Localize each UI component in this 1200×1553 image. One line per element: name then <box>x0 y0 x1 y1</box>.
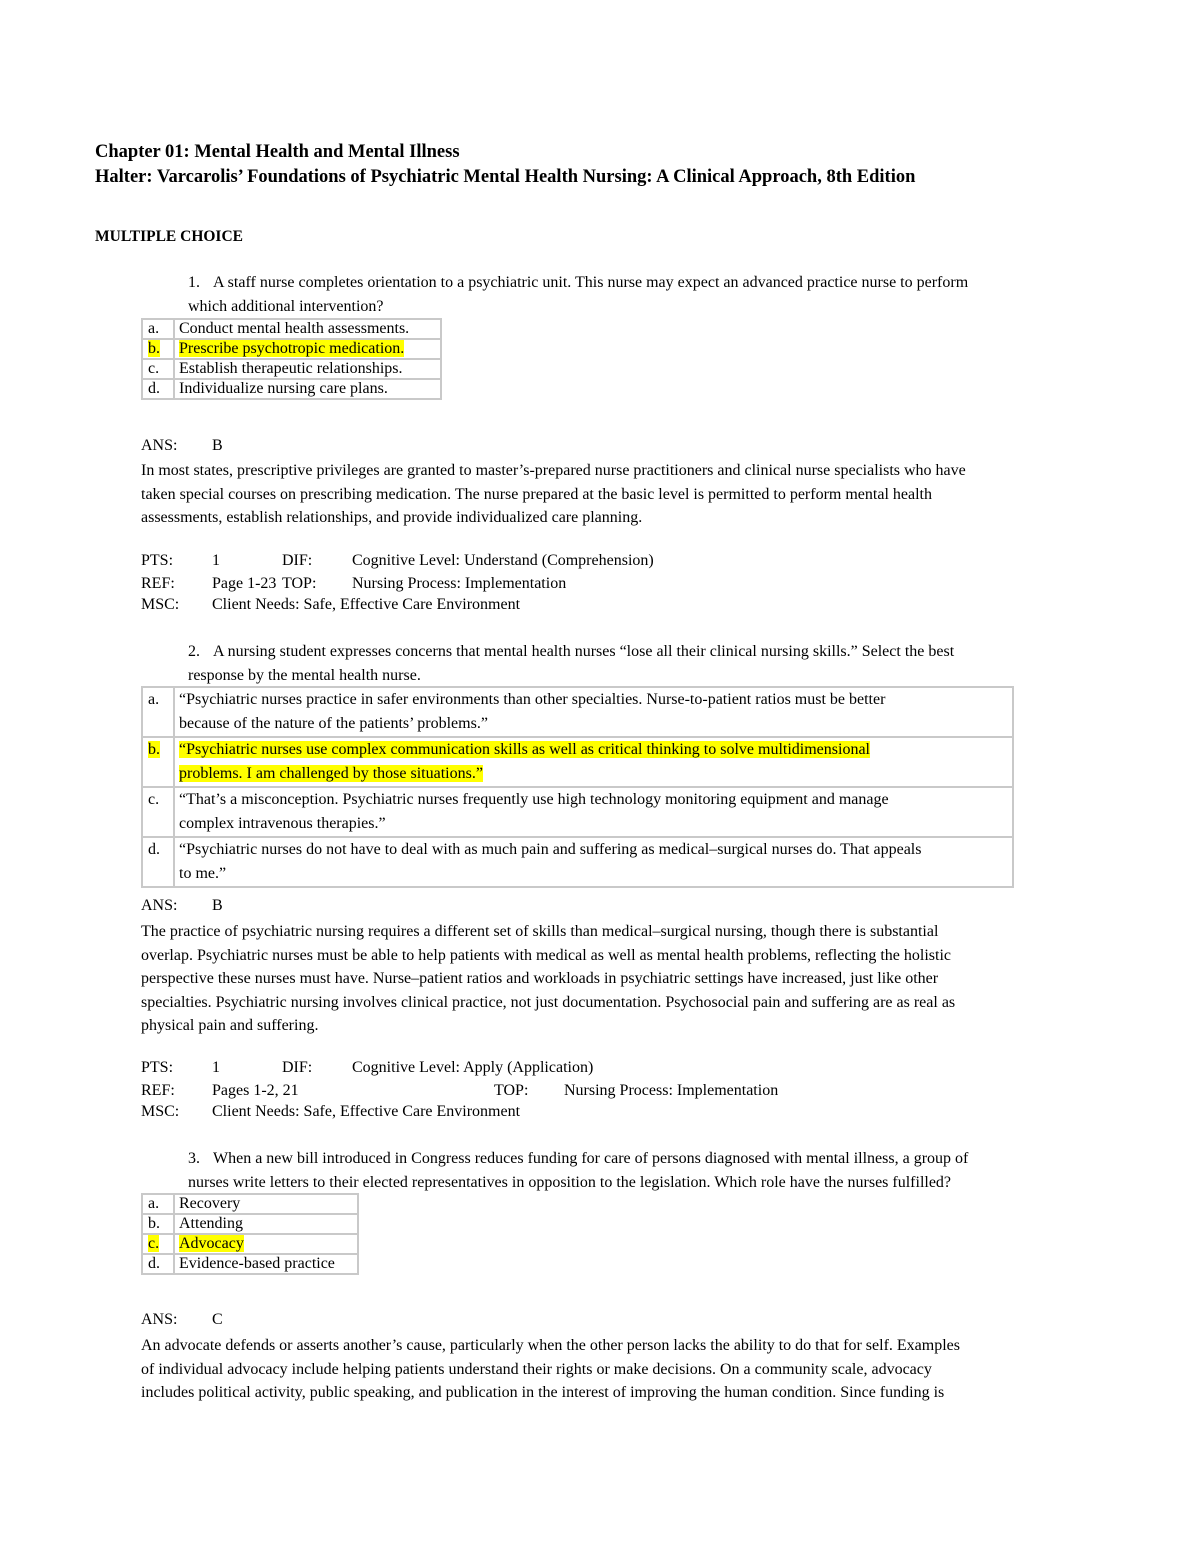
option-text <box>174 687 1013 737</box>
question-3-number: 3. <box>188 1150 200 1167</box>
question-2-ans-label: ANS: <box>141 897 178 914</box>
msc-label: MSC: <box>141 596 180 613</box>
option-text <box>174 319 441 339</box>
option-text-line: “Psychiatric nurses do not have to deal with as much pain and suffering as medical–surgical nurses do. That appeals <box>179 841 922 858</box>
option-letter: c. <box>142 359 174 379</box>
rationale-line: specialties. Psychiatric nursing involves clinical practice, not just documentation. Psychosocial pain and suffering are as real as <box>141 993 956 1011</box>
question-1-number: 1. <box>188 274 200 291</box>
option-row-correct[interactable] <box>142 1234 358 1254</box>
question-2-number: 2. <box>188 643 200 660</box>
question-1-options <box>141 318 442 400</box>
option-letter <box>142 737 174 787</box>
top-value: Nursing Process: Implementation <box>352 575 567 592</box>
section-heading: MULTIPLE CHOICE <box>95 228 243 245</box>
option-text <box>174 379 441 399</box>
rationale-line: physical pain and suffering. <box>141 1017 319 1034</box>
rationale-line: of individual advocacy include helping patients understand their rights or make decisions. On a community scale, advocacy <box>141 1360 932 1378</box>
ref-label: REF: <box>141 1082 175 1099</box>
pts-value: 1 <box>212 1059 220 1076</box>
pts-label: PTS: <box>141 1059 174 1076</box>
rationale-line: perspective these nurses must have. Nurse–patient ratios and workloads in psychiatric settings have increased, just like other <box>141 970 939 987</box>
question-2-ans-value: B <box>212 897 223 914</box>
option-text-line: “That’s a misconception. Psychiatric nurses frequently use high technology monitoring equipment and manage <box>179 791 889 808</box>
option-text-highlighted: “Psychiatric nurses use complex communication skills as well as critical thinking to solve multidimensional <box>179 741 870 758</box>
question-3-stem-line: nurses write letters to their elected representatives in opposition to the legislation. Which role have the nurses fulfilled? <box>188 1173 952 1191</box>
option-text <box>174 339 441 359</box>
msc-value: Client Needs: Safe, Effective Care Environment <box>212 1103 521 1120</box>
question-3-stem <box>188 1147 968 1194</box>
rationale-line: An advocate defends or asserts another’s cause, particularly when the other person lacks the ability to do that for self. Examples <box>141 1337 960 1354</box>
question-1-stem <box>188 271 968 318</box>
question-2-stem-line: A nursing student expresses concerns that mental health nurses “lose all their clinical nursing skills.” Select the best <box>213 643 955 660</box>
question-2-options <box>141 686 1014 888</box>
option-text-highlighted: problems. I am challenged by those situations.” <box>179 765 483 782</box>
option-text-highlighted: Prescribe psychotropic medication. <box>179 340 405 357</box>
option-text <box>174 1234 358 1254</box>
option-letter-highlighted: c. <box>148 1235 160 1252</box>
dif-value: Cognitive Level: Apply (Application) <box>352 1059 594 1076</box>
top-label: TOP: <box>494 1082 529 1099</box>
dif-value: Cognitive Level: Understand (Comprehension) <box>352 552 654 569</box>
question-2-stem-line: response by the mental health nurse. <box>188 666 421 684</box>
option-row[interactable] <box>142 687 1013 737</box>
option-row[interactable] <box>142 319 441 339</box>
rationale-line: taken special courses on prescribing medication. The nurse prepared at the basic level is permitted to perform mental health <box>141 485 932 503</box>
dif-label: DIF: <box>282 1059 313 1076</box>
option-letter: a. <box>142 1194 174 1214</box>
option-text <box>174 1254 358 1274</box>
ref-label: REF: <box>141 575 175 592</box>
ref-value: Page 1-23 <box>212 575 277 592</box>
msc-label: MSC: <box>141 1103 180 1120</box>
rationale-line: The practice of psychiatric nursing requires a different set of skills than medical–surgical nursing, though there is substantial <box>141 923 939 940</box>
option-row[interactable] <box>142 787 1013 837</box>
question-3-stem-line: When a new bill introduced in Congress reduces funding for care of persons diagnosed with mental illness, a group of <box>213 1150 969 1167</box>
option-text-line: to me.” <box>179 865 227 882</box>
option-text <box>174 837 1013 887</box>
option-letter: c. <box>142 787 174 837</box>
option-row-correct[interactable] <box>142 737 1013 787</box>
option-text-line: “Psychiatric nurses practice in safer environments than other specialties. Nurse-to-patient ratios must be better <box>179 691 886 708</box>
option-text <box>174 787 1013 837</box>
option-letter: a. <box>142 687 174 737</box>
question-1-ans-label: ANS: <box>141 437 178 454</box>
msc-value: Client Needs: Safe, Effective Care Environment <box>212 596 521 613</box>
rationale-line: overlap. Psychiatric nurses must be able to help patients with medical as well as mental health problems, reflecting the holistic <box>141 946 951 964</box>
option-text <box>174 359 441 379</box>
option-letter <box>142 1234 174 1254</box>
option-text-line: Individualize nursing care plans. <box>179 380 388 397</box>
option-text <box>174 1194 358 1214</box>
question-1-stem-line: which additional intervention? <box>188 297 384 315</box>
option-letter: b. <box>142 1214 174 1234</box>
question-1-ans-value: B <box>212 437 223 454</box>
question-3-rationale <box>141 1334 960 1405</box>
option-letter <box>142 339 174 359</box>
question-3-ans-label: ANS: <box>141 1311 178 1328</box>
option-letter: d. <box>142 379 174 399</box>
option-row[interactable] <box>142 1194 358 1214</box>
question-3-ans-value: C <box>212 1311 223 1328</box>
chapter-title: Chapter 01: Mental Health and Mental Illness <box>95 142 460 162</box>
book-title: Halter: Varcarolis’ Foundations of Psychiatric Mental Health Nursing: A Clinical Approach, 8th Edition <box>95 167 916 187</box>
option-text-line: Attending <box>179 1215 243 1232</box>
option-text-line: complex intravenous therapies.” <box>179 815 386 832</box>
option-row[interactable] <box>142 837 1013 887</box>
pts-value: 1 <box>212 552 220 569</box>
rationale-line: assessments, establish relationships, and provide individualized care planning. <box>141 509 643 526</box>
option-letter: d. <box>142 1254 174 1274</box>
question-2-stem <box>188 640 954 687</box>
ref-value: Pages 1-2, 21 <box>212 1082 299 1099</box>
option-text <box>174 737 1013 787</box>
option-text-line: because of the nature of the patients’ problems.” <box>179 715 488 732</box>
option-letter: d. <box>142 837 174 887</box>
rationale-line: includes political activity, public speaking, and publication in the interest of improving the human condition. Since funding is <box>141 1384 945 1401</box>
option-row[interactable] <box>142 359 441 379</box>
option-text-line: Establish therapeutic relationships. <box>179 360 403 377</box>
question-3-options <box>141 1193 359 1275</box>
top-value: Nursing Process: Implementation <box>564 1082 779 1099</box>
option-letter-highlighted: b. <box>148 340 160 357</box>
option-text-highlighted: Advocacy <box>179 1235 244 1252</box>
option-text-line: Conduct mental health assessments. <box>179 320 410 337</box>
option-text-line: Evidence-based practice <box>179 1255 335 1272</box>
option-letter-highlighted: b. <box>148 741 160 758</box>
option-letter: a. <box>142 319 174 339</box>
option-row[interactable] <box>142 1254 358 1274</box>
option-text-line: Recovery <box>179 1195 241 1212</box>
rationale-line: In most states, prescriptive privileges are granted to master’s-prepared nurse practitioners and clinical nurse specialists who have <box>141 462 966 479</box>
question-1-stem-line: A staff nurse completes orientation to a psychiatric unit. This nurse may expect an advanced practice nurse to perform <box>213 274 969 291</box>
question-2-rationale <box>141 920 955 1038</box>
top-label: TOP: <box>282 575 317 592</box>
option-row-correct[interactable] <box>142 339 441 359</box>
option-row[interactable] <box>142 379 441 399</box>
question-1-rationale <box>141 459 966 530</box>
option-row[interactable] <box>142 1214 358 1234</box>
option-text <box>174 1214 358 1234</box>
pts-label: PTS: <box>141 552 174 569</box>
dif-label: DIF: <box>282 552 313 569</box>
